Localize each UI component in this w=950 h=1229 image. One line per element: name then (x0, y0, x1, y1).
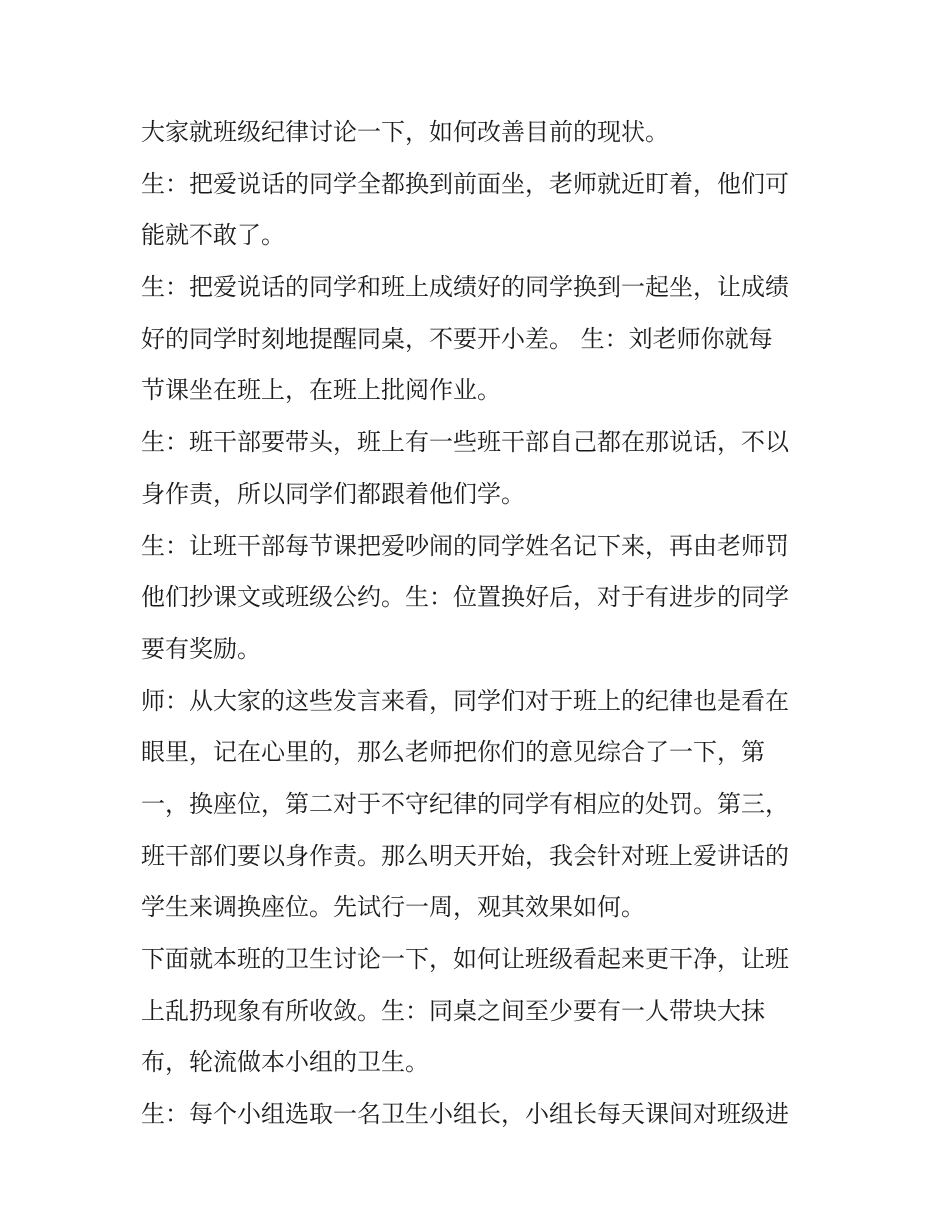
text-line-9: 生：让班干部每节课把爱吵闹的同学姓名记下来，再由老师罚 (141, 531, 789, 560)
text-line-1: 大家就班级纪律讨论一下，如何改善目前的现状。 (141, 118, 669, 146)
document-body (141, 107, 813, 1141)
text-line-3: 能就不敢了。 (141, 221, 285, 250)
text-line-14: 一，换座位，第二对于不守纪律的同学有相应的处罚。第三， (141, 789, 789, 818)
text-line-4: 生：把爱说话的同学和班上成绩好的同学换到一起坐，让成绩 (141, 273, 789, 302)
text-line-19: 布，轮流做本小组的卫生。 (141, 1048, 429, 1077)
text-line-5: 好的同学时刻地提醒同桌，不要开小差。 生：刘老师你就每 (141, 324, 773, 353)
text-line-16: 学生来调换座位。先试行一周，观其效果如何。 (141, 893, 645, 922)
text-line-10: 他们抄课文或班级公约。生：位置换好后，对于有进步的同学 (141, 583, 789, 612)
text-line-11: 要有奖励。 (141, 634, 261, 663)
text-line-15: 班干部们要以身作责。那么明天开始，我会针对班上爱讲话的 (141, 841, 789, 870)
text-line-2: 生：把爱说话的同学全都换到前面坐，老师就近盯着，他们可 (141, 169, 789, 198)
text-line-7: 生：班干部要带头，班上有一些班干部自己都在那说话，不以 (141, 428, 789, 457)
text-line-20: 生：每个小组选取一名卫生小组长，小组长每天课间对班级进 (141, 1100, 789, 1129)
text-line-13: 眼里，记在心里的，那么老师把你们的意见综合了一下，第 (141, 738, 765, 767)
text-line-6: 节课坐在班上，在班上批阅作业。 (141, 376, 501, 405)
text-line-18: 上乱扔现象有所收敛。生：同桌之间至少要有一人带块大抹 (141, 996, 765, 1025)
text-line-12: 师：从大家的这些发言来看，同学们对于班上的纪律也是看在 (141, 686, 789, 715)
text-line-8: 身作责，所以同学们都跟着他们学。 (141, 479, 525, 508)
text-line-17: 下面就本班的卫生讨论一下，如何让班级看起来更干净，让班 (141, 945, 789, 973)
